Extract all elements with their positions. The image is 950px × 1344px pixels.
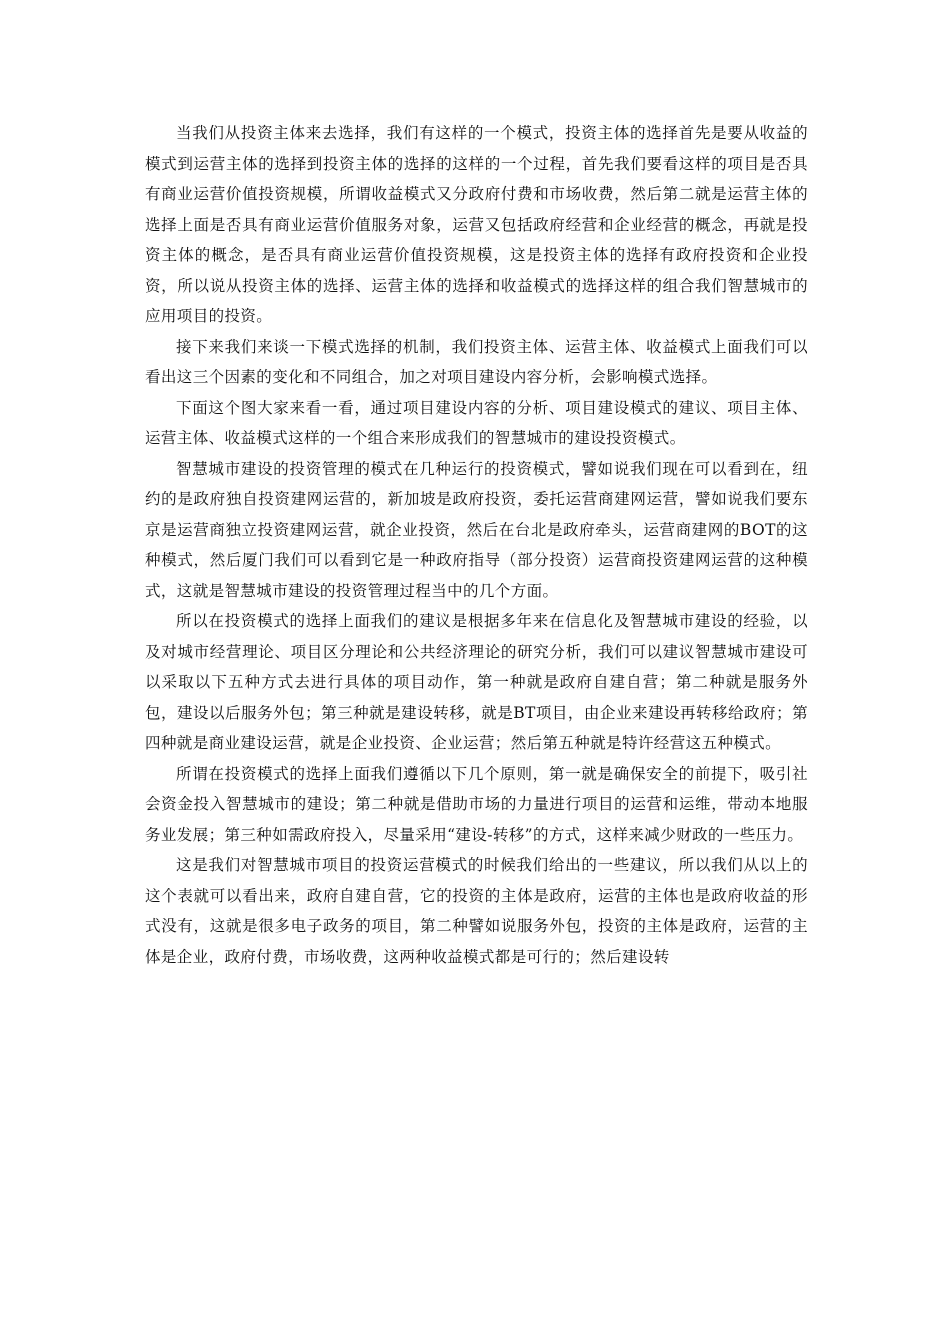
paragraph-5: 所以在投资模式的选择上面我们的建议是根据多年来在信息化及智慧城市建设的经验，以及对城市经营理论、项目区分理论和公共经济理论的研究分析，我们可以建议智慧城市建设可以采取以下五种方式去进行具体的项目动作，第一种就是政府自建自营；第二种就是服务外包，建设以后服务外包；第三种就是建设转移，就是BT项目，由企业来建设再转移给政府；第四种就是商业建设运营，就是企业投资、企业运营；然后第五种就是特许经营这五种模式。 xyxy=(145,612,808,752)
paragraph-2: 接下来我们来谈一下模式选择的机制，我们投资主体、运营主体、收益模式上面我们可以看出这三个因素的变化和不同组合，加之对项目建设内容分析，会影响模式选择。 xyxy=(145,337,808,386)
paragraph-4: 智慧城市建设的投资管理的模式在几种运行的投资模式，譬如说我们现在可以看到在，纽约的是政府独自投资建网运营的，新加坡是政府投资，委托运营商建网运营，譬如说我们要东京是运营商独立投资建网运营，就企业投资，然后在台北是政府牵头，运营商建网的BOT的这种模式，然后厦门我们可以看到它是一种政府指导（部分投资）运营商投资建网运营的这种模式，这就是智慧城市建设的投资管理过程当中的几个方面。 xyxy=(145,459,808,600)
document-body xyxy=(145,118,808,972)
paragraph-7: 这是我们对智慧城市项目的投资运营模式的时候我们给出的一些建议，所以我们从以上的这个表就可以看出来，政府自建自营，它的投资的主体是政府，运营的主体也是政府收益的形式没有，这就是很多电子政务的项目，第二种譬如说服务外包，投资的主体是政府，运营的主体是企业，政府付费，市场收费，这两种收益模式都是可行的；然后建设转 xyxy=(145,856,808,966)
paragraph-6: 所谓在投资模式的选择上面我们遵循以下几个原则，第一就是确保安全的前提下，吸引社会资金投入智慧城市的建设；第二种就是借助市场的力量进行项目的运营和运维，带动本地服务业发展；第三种如需政府投入，尽量采用“建设-转移”的方式，这样来减少财政的一些压力。 xyxy=(145,764,808,844)
paragraph-1: 当我们从投资主体来去选择，我们有这样的一个模式，投资主体的选择首先是要从收益的模式到运营主体的选择到投资主体的选择的这样的一个过程，首先我们要看这样的项目是否具有商业运营价值投资规模，所谓收益模式又分政府付费和市场收费，然后第二就是运营主体的选择上面是否具有商业运营价值服务对象，运营又包括政府经营和企业经营的概念，再就是投资主体的概念，是否具有商业运营价值投资规模，这是投资主体的选择有政府投资和企业投资，所以说从投资主体的选择、运营主体的选择和收益模式的选择这样的组合我们智慧城市的应用项目的投资。 xyxy=(145,124,808,325)
paragraph-3: 下面这个图大家来看一看，通过项目建设内容的分析、项目建设模式的建议、项目主体、运营主体、收益模式这样的一个组合来形成我们的智慧城市的建设投资模式。 xyxy=(145,398,808,447)
